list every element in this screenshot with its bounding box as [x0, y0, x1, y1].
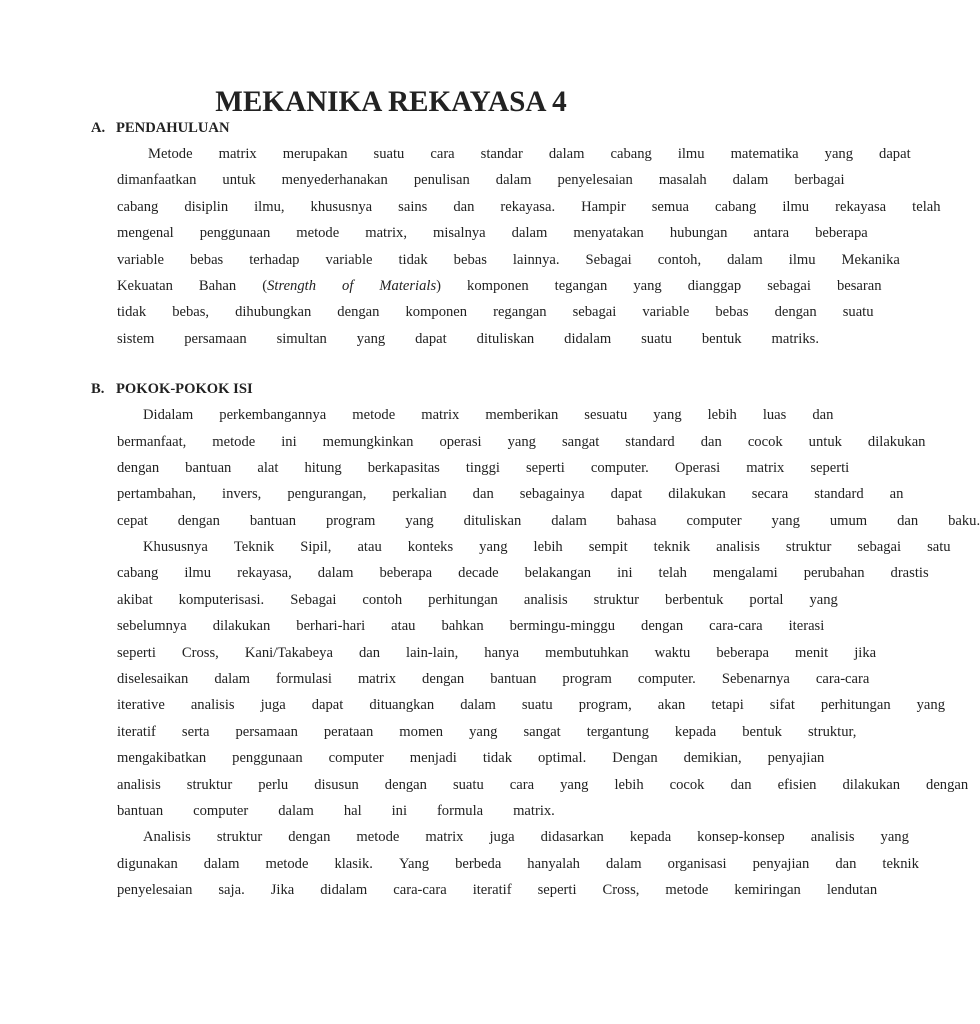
section-title: PENDAHULUAN — [116, 120, 230, 136]
section-title: POKOK-POKOK ISI — [116, 381, 253, 398]
text-line: Kekuatan Bahan (Strength of Materials) komponen tegangan yang dianggap sebagai besaran — [117, 277, 882, 294]
text-line: mengenal penggunaan metode matrix, misalnya dalam menyatakan hubungan antara beberapa — [117, 225, 868, 242]
paragraph — [91, 824, 919, 903]
section-heading-b — [91, 376, 679, 402]
text-line: penyelesaian saja. Jika didalam cara-cara iteratif seperti Cross, metode kemiringan lendutan — [117, 882, 878, 899]
text-line: tidak bebas, dihubungkan dengan komponen regangan sebagai variable bebas dengan suatu — [117, 304, 874, 321]
text-line: akibat komputerisasi. Sebagai contoh perhitungan analisis struktur berbentuk portal yang — [117, 591, 838, 608]
text-line: bantuan computer dalam hal ini formula matrix. — [117, 802, 555, 819]
text-line: Metode matrix merupakan suatu cara standar dalam cabang ilmu matematika yang dapat — [148, 146, 911, 162]
paragraph — [91, 402, 980, 534]
text-line: sebelumnya dilakukan berhari-hari atau bahkan bermingu-minggu dengan cara-cara iterasi — [117, 618, 825, 635]
section-letter: A. — [91, 120, 106, 136]
text-line: iteratif serta persamaan perataan momen yang sangat tergantung kepada bentuk struktur, — [117, 723, 857, 740]
text-line: pertambahan, invers, pengurangan, perkalian dan sebagainya dapat dilakukan secara standard an — [117, 486, 904, 503]
text-line: dimanfaatkan untuk menyederhanakan penulisan dalam penyelesaian masalah dalam berbagai — [117, 172, 845, 189]
text-line: digunakan dalam metode klasik. Yang berbeda hanyalah dalam organisasi penyajian dan teknik — [117, 855, 919, 872]
section-a-body — [91, 141, 941, 352]
text-line: dengan bantuan alat hitung berkapasitas tinggi seperti computer. Operasi matrix seperti — [117, 459, 850, 476]
paragraph — [91, 534, 969, 824]
text-line: mengakibatkan penggunaan computer menjadi tidak optimal. Dengan demikian, penyajian — [117, 750, 825, 767]
document-title: MEKANIKA REKAYASA 4 — [215, 86, 567, 118]
text-line: cepat dengan bantuan program yang dituliskan dalam bahasa computer yang umum dan baku. — [117, 512, 980, 529]
text-line: Analisis struktur dengan metode matrix juga didasarkan kepada konsep-konsep analisis yang — [143, 829, 909, 846]
text-line: diselesaikan dalam formulasi matrix dengan bantuan program computer. Sebenarnya cara-cara — [117, 671, 870, 688]
section-letter: B. — [91, 381, 105, 398]
text-line: Didalam perkembangannya metode matrix memberikan sesuatu yang lebih luas dan — [143, 407, 834, 424]
section-heading-a — [91, 115, 679, 141]
text-line: variable bebas terhadap variable tidak bebas lainnya. Sebagai contoh, dalam ilmu Mekanika — [117, 251, 900, 268]
text-line: bermanfaat, metode ini memungkinkan operasi yang sangat standard dan cocok untuk dilakukan — [117, 433, 926, 450]
text-line: iterative analisis juga dapat dituangkan dalam suatu program, akan tetapi sifat perhitungan yang — [117, 697, 945, 714]
text-line: sistem persamaan simultan yang dapat dituliskan didalam suatu bentuk matriks. — [117, 330, 819, 347]
text-line: cabang ilmu rekayasa, dalam beberapa decade belakangan ini telah mengalami perubahan drastis — [117, 565, 929, 582]
text-line: Khususnya Teknik Sipil, atau konteks yang lebih sempit teknik analisis struktur sebagai satu — [143, 539, 951, 556]
text-line: cabang disiplin ilmu, khususnya sains dan rekayasa. Hampir semua cabang ilmu rekayasa telah — [117, 198, 941, 215]
paragraph — [91, 141, 941, 352]
text-line: analisis struktur perlu disusun dengan suatu cara yang lebih cocok dan efisien dilakukan dengan — [117, 776, 969, 793]
section-gap — [91, 352, 679, 376]
section-b-body — [91, 402, 980, 903]
document-page — [91, 86, 980, 904]
text-line: seperti Cross, Kani/Takabeya dan lain-lain, hanya membutuhkan waktu beberapa menit jika — [117, 644, 877, 661]
